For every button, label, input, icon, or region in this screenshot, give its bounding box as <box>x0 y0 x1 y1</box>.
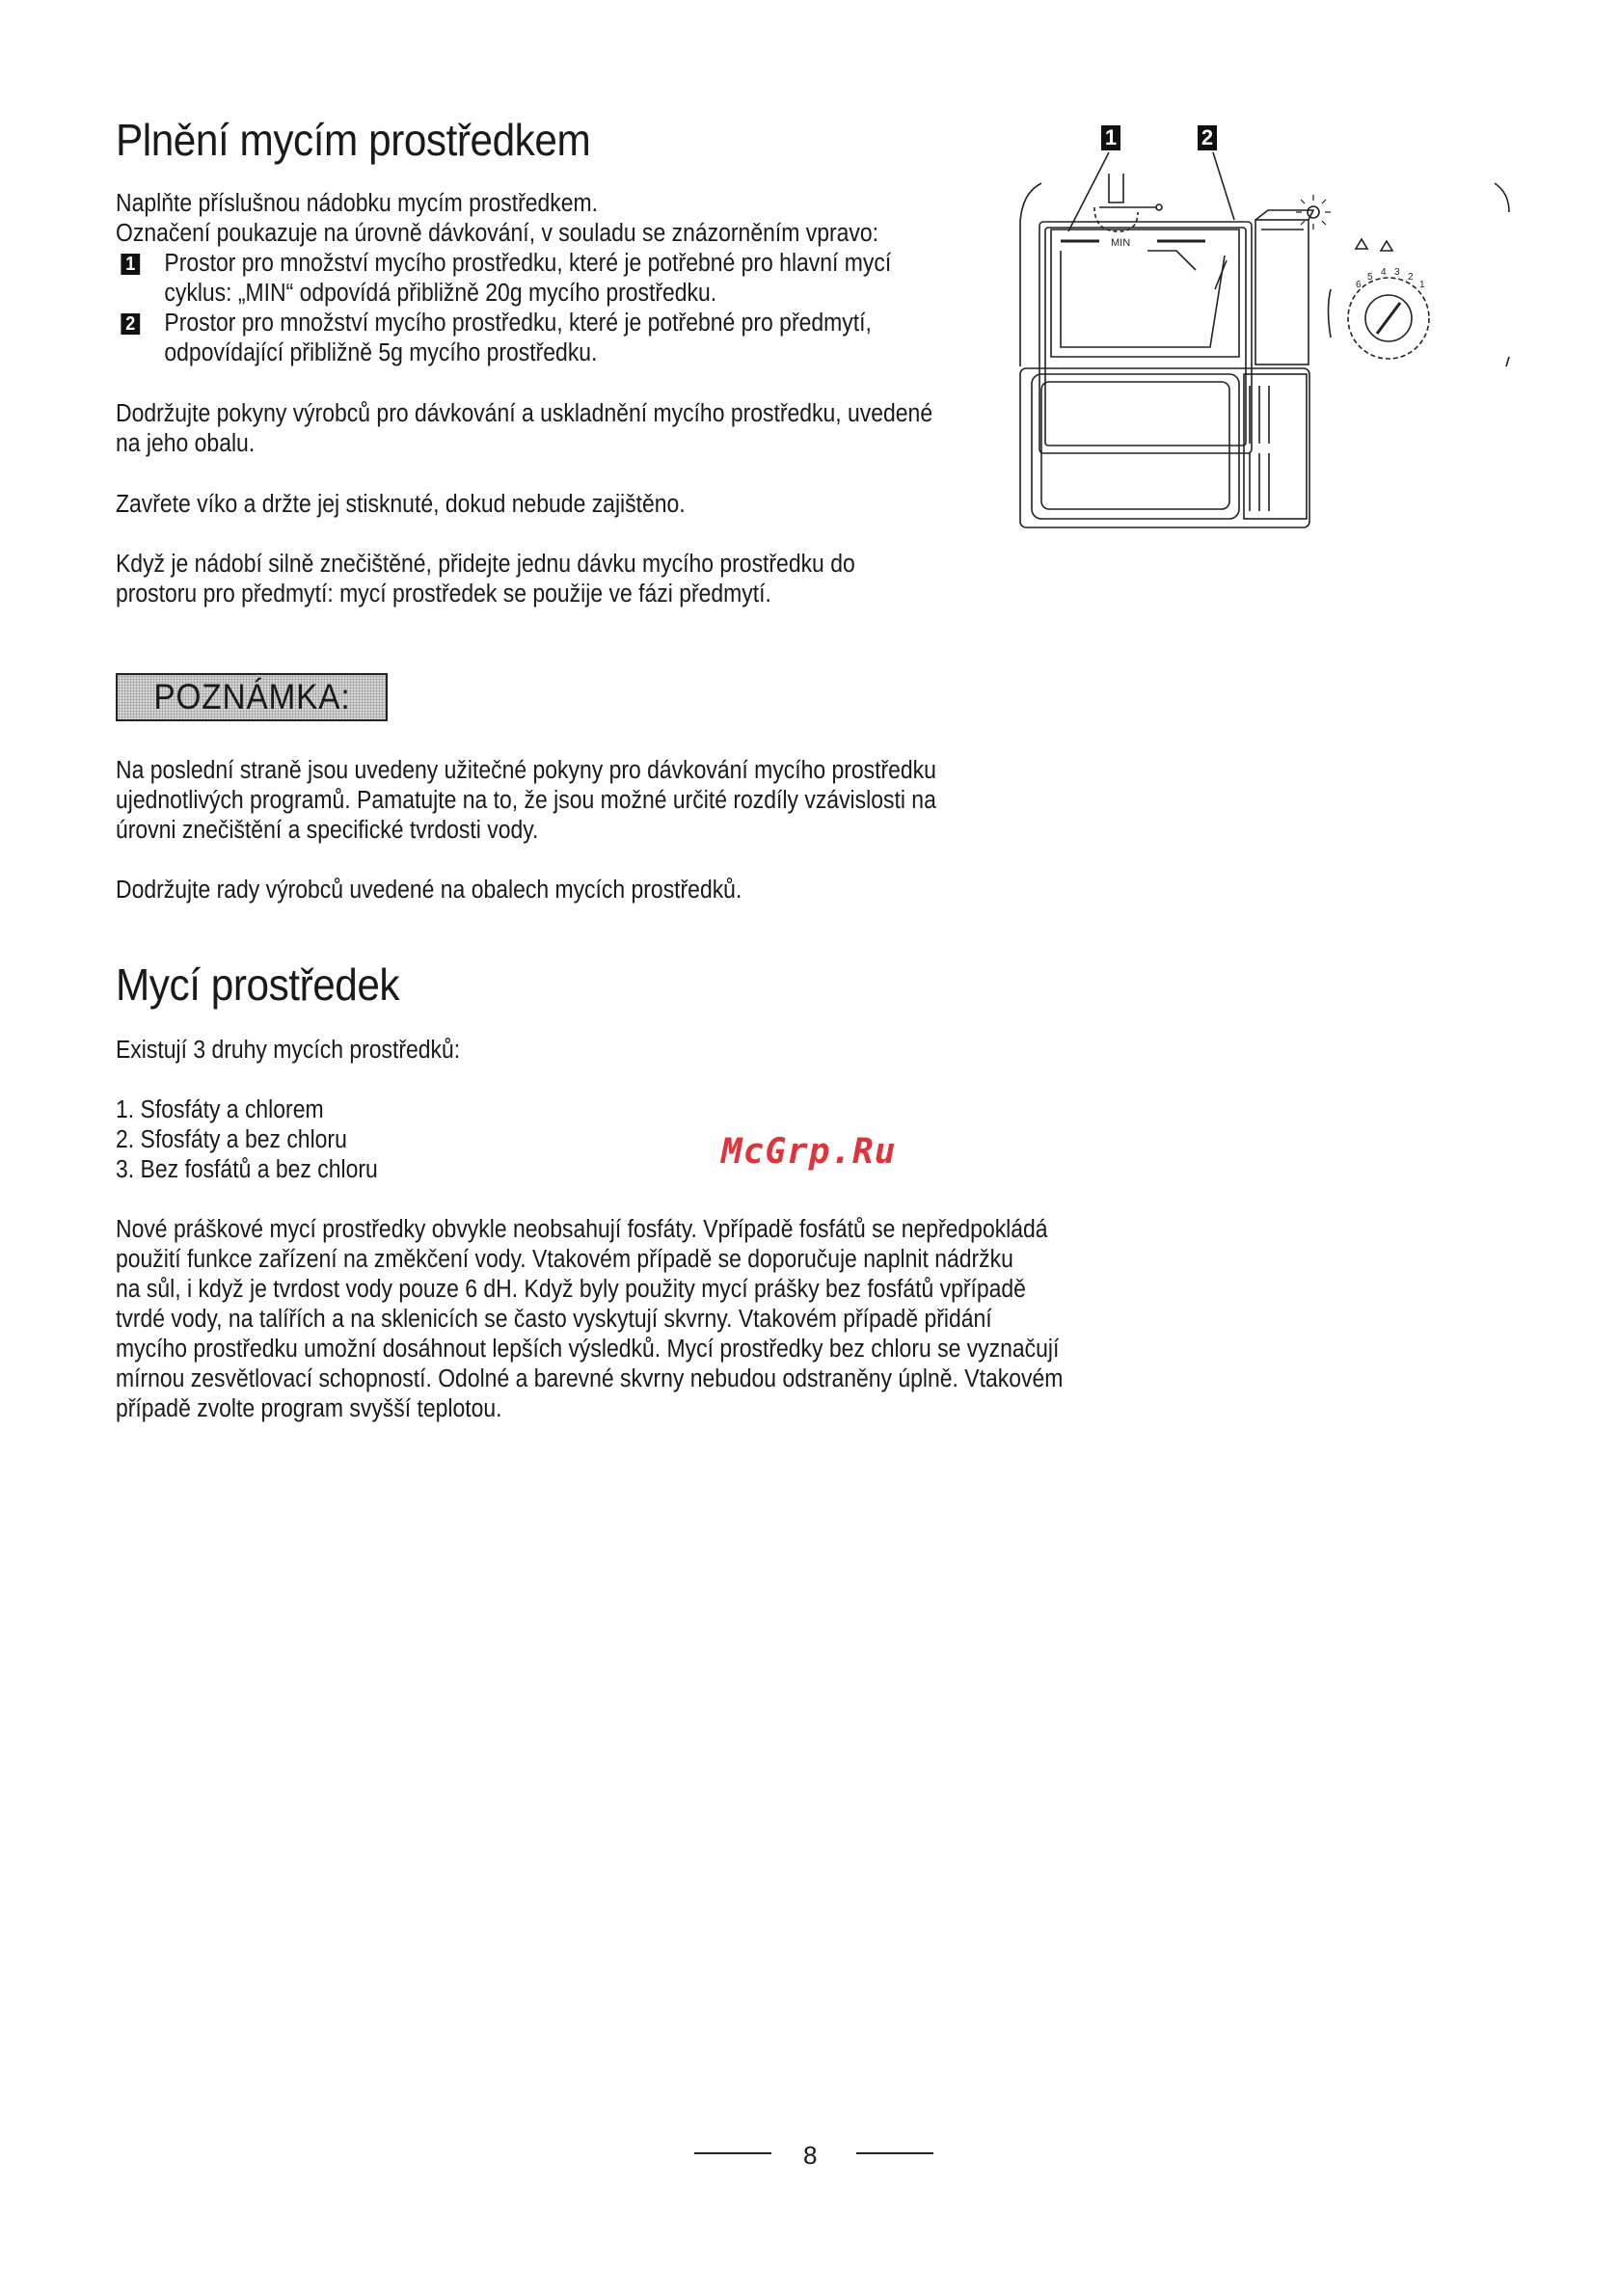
list-item: 3. Bez fosfátů a bez chloru <box>116 1156 378 1183</box>
dial-number: 1 <box>1419 280 1425 290</box>
item-line: Prostor pro množství mycího prostředku, které je potřebné pro hlavní mycí <box>164 250 892 277</box>
para-line: tvrdé vody, na talířích a na sklenicích se často vyskytují skvrny. Vtakovém případě přidání <box>116 1306 992 1333</box>
dial-number: 3 <box>1394 267 1400 278</box>
paragraph-manufacturer-instructions <box>116 399 932 459</box>
dispenser-drawing <box>1003 116 1524 540</box>
item-line: Prostor pro množství mycího prostředku, které je potřebné pro předmytí, <box>164 310 872 337</box>
note-label: POZNÁMKA: <box>152 677 351 716</box>
dial-number: 6 <box>1356 280 1362 290</box>
dial-number: 2 <box>1408 272 1414 283</box>
para-line: Zavřete víko a držte jej stisknuté, dokud nebude zajištěno. <box>116 491 686 518</box>
para-line: Nové práškové mycí prostředky obvykle neobsahují fosfáty. Vpřípadě fosfátů se nepředpokládá <box>116 1216 1048 1243</box>
para-line: Dodržujte rady výrobců uvedené na obalech mycích prostředků. <box>116 877 742 904</box>
list-item: 1. Sfosfáty a chlorem <box>116 1096 324 1123</box>
para-line: Na poslední straně jsou uvedeny užitečné pokyny pro dávkování mycího prostředku <box>116 757 936 784</box>
section-title-dispensing: Plnění mycím prostředkem <box>116 115 591 165</box>
para-line: použití funkce zařízení na změkčení vody. Vtakovém případě se doporučuje naplnit nádržku <box>116 1246 1013 1273</box>
para-line: na jeho obalu. <box>116 430 256 457</box>
list-item: 2. Sfosfáty a bez chloru <box>116 1126 347 1153</box>
footer-rule-right <box>856 2152 933 2154</box>
page-number: 8 <box>803 2141 818 2170</box>
note-paragraph-advice <box>116 876 742 905</box>
min-label: MIN <box>1111 237 1131 249</box>
dial-number: 4 <box>1381 267 1387 278</box>
note-paragraph-dosing <box>116 756 936 846</box>
item-line: cyklus: „MIN“ odpovídá přibližně 20g mycího prostředku. <box>164 280 717 307</box>
note-label-box <box>116 673 388 721</box>
intro-text <box>116 189 878 249</box>
item-line: odpovídající přibližně 5g mycího prostředku. <box>164 339 598 366</box>
paragraph-close-lid <box>116 490 686 520</box>
intro-line: Označení poukazuje na úrovně dávkování, v souladu se znázorněním vpravo: <box>116 220 878 247</box>
watermark: McGrp.Ru <box>721 1132 897 1172</box>
detergent-intro <box>116 1036 460 1066</box>
para-line: Dodržujte pokyny výrobců pro dávkování a uskladnění mycího prostředku, uvedené <box>116 400 933 427</box>
para-line: úrovni znečištění a specifické tvrdosti vody. <box>116 817 539 844</box>
section-title-detergent: Mycí prostředek <box>116 959 400 1010</box>
para-line: mírnou zesvětlovací schopností. Odolné a barevné skvrny nebudou odstraněny úplně. Vtakovém <box>116 1365 1064 1392</box>
para-line: mycího prostředku umožní dosáhnout lepších výsledků. Mycí prostředky bez chloru se vyznačují <box>116 1336 1060 1363</box>
figure-badge-1: 1 <box>1101 125 1120 150</box>
para-line: Když je nádobí silně znečištěné, přidejte jednu dávku mycího prostředku do <box>116 551 855 578</box>
figure-badge-2: 2 <box>1198 125 1217 150</box>
para-line: na sůl, i když je tvrdost vody pouze 6 dH. Když byly použity mycí prášky bez fosfátů vpřípadě <box>116 1276 1026 1303</box>
para-line: prostoru pro předmytí: mycí prostředek se použije ve fázi předmytí. <box>116 581 771 608</box>
footer-rule-left <box>694 2152 771 2154</box>
badge-1: 1 <box>121 254 140 275</box>
para-line: případě zvolte program svyšší teplotou. <box>116 1395 502 1422</box>
intro-line: Naplňte příslušnou nádobku mycím prostředkem. <box>116 190 599 217</box>
paragraph-heavily-soiled <box>116 550 855 609</box>
detergent-types-list <box>116 1095 378 1185</box>
dial-number: 5 <box>1367 272 1373 283</box>
detergent-paragraph <box>116 1215 1063 1424</box>
para-line: ujednotlivých programů. Pamatujte na to, že jsou možné určité rozdíly vzávislosti na <box>116 787 936 814</box>
badge-2: 2 <box>121 313 140 335</box>
para-line: Existují 3 druhy mycích prostředků: <box>116 1037 461 1064</box>
